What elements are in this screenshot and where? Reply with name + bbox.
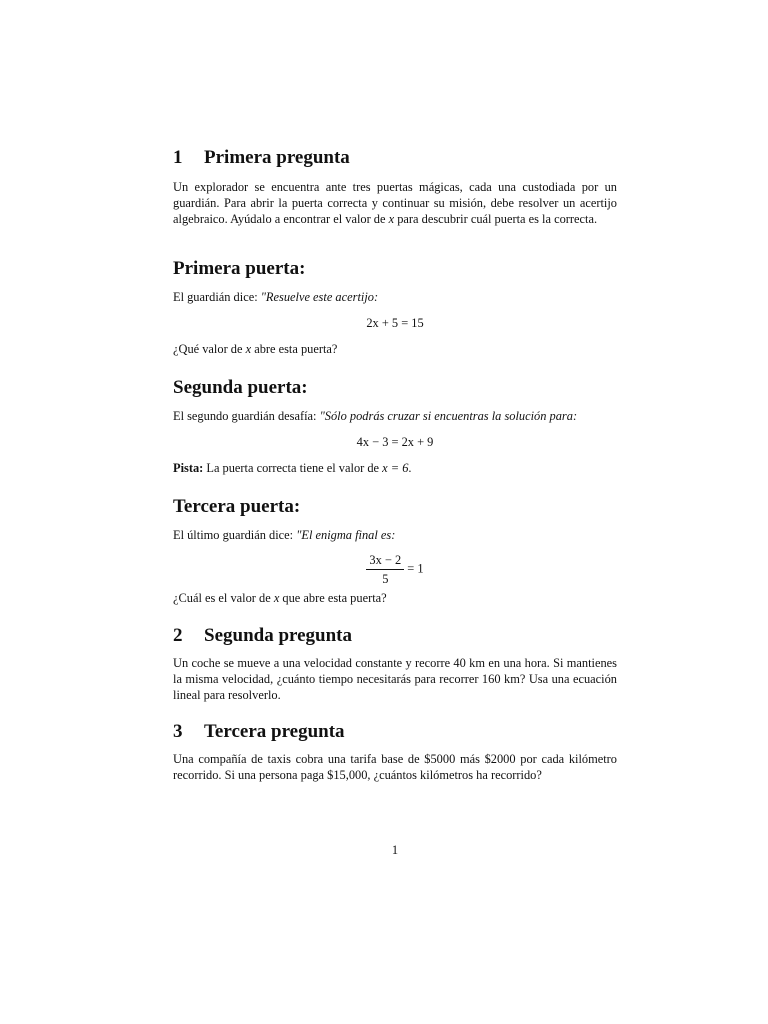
math-variable: x xyxy=(273,591,280,605)
section-title: Segunda pregunta xyxy=(204,625,353,646)
section-2-text: Un coche se mueve a una velocidad constante y recorre 40 km en una hora. Si mantienes la misma velocidad, ¿cuánto tiempo necesitarás para recorrer 160 km? Usa una ecuación lineal para resolverlo. xyxy=(173,656,617,702)
door-3-question xyxy=(173,590,617,606)
hint-equation: x = 6 xyxy=(382,461,409,475)
door-3-heading: Tercera puerta: xyxy=(173,496,301,517)
section-title: Tercera pregunta xyxy=(204,721,345,742)
math-variable: x xyxy=(388,212,395,226)
page-number: 1 xyxy=(391,843,399,857)
guardian-quote: "Sólo podrás cruzar si encuentras la solución para: xyxy=(319,409,578,423)
guardian-quote: "El enigma final es: xyxy=(296,528,396,542)
section-3-text: Una compañía de taxis cobra una tarifa base de $5000 más $2000 por cada kilómetro recorrido. Si una persona paga $15,000, ¿cuántos kilómetros ha recorrido? xyxy=(173,752,617,782)
fraction-denominator: 5 xyxy=(382,572,389,586)
question-text: ¿Cuál es el valor de xyxy=(173,591,274,605)
statement-text: El segundo guardián desafía: xyxy=(173,409,320,423)
statement-text: El guardián dice: xyxy=(173,290,261,304)
question-text: ¿Qué valor de xyxy=(173,342,246,356)
section-2-heading xyxy=(173,625,617,647)
hint-text: La puerta correcta tiene el valor de xyxy=(203,461,383,475)
hint-label: Pista: xyxy=(173,461,204,475)
question-text-end: abre esta puerta? xyxy=(251,342,338,356)
door-1-question xyxy=(173,341,617,357)
section-title: Primera pregunta xyxy=(204,147,350,168)
door-1-statement xyxy=(173,289,617,305)
intro-text-end: para descubrir cuál puerta es la correcta. xyxy=(394,212,598,226)
door-3-equation xyxy=(173,552,617,587)
door-2-hint xyxy=(173,460,617,476)
door-1-equation: 2x + 5 = 15 xyxy=(366,316,424,330)
door-2-statement xyxy=(173,408,617,424)
math-variable: x xyxy=(245,342,252,356)
door-2-equation: 4x − 3 = 2x + 9 xyxy=(356,435,434,449)
section-1-heading xyxy=(173,147,617,169)
section-number: 2 xyxy=(173,625,183,646)
section-number: 3 xyxy=(173,721,183,742)
equation-rhs: = 1 xyxy=(407,561,424,576)
door-3-statement xyxy=(173,527,617,543)
door-2-heading: Segunda puerta: xyxy=(173,377,308,398)
question-text-end: que abre esta puerta? xyxy=(279,591,387,605)
fraction xyxy=(366,552,404,587)
intro-text: Un explorador se encuentra ante tres puertas mágicas, cada una custodiada por un guardián. Para abrir la puerta correcta y continuar su misión, debe resolver un acertijo algebraico. Ayúdalo a encontrar el valor de xyxy=(173,180,617,226)
section-3-heading xyxy=(173,721,617,743)
statement-text: El último guardián dice: xyxy=(173,528,297,542)
section-1-intro xyxy=(173,179,617,227)
section-number: 1 xyxy=(173,147,183,168)
guardian-quote: "Resuelve este acertijo: xyxy=(260,290,379,304)
hint-text-end: . xyxy=(408,461,412,475)
fraction-numerator: 3x − 2 xyxy=(366,552,404,570)
door-1-heading: Primera puerta: xyxy=(173,258,306,279)
